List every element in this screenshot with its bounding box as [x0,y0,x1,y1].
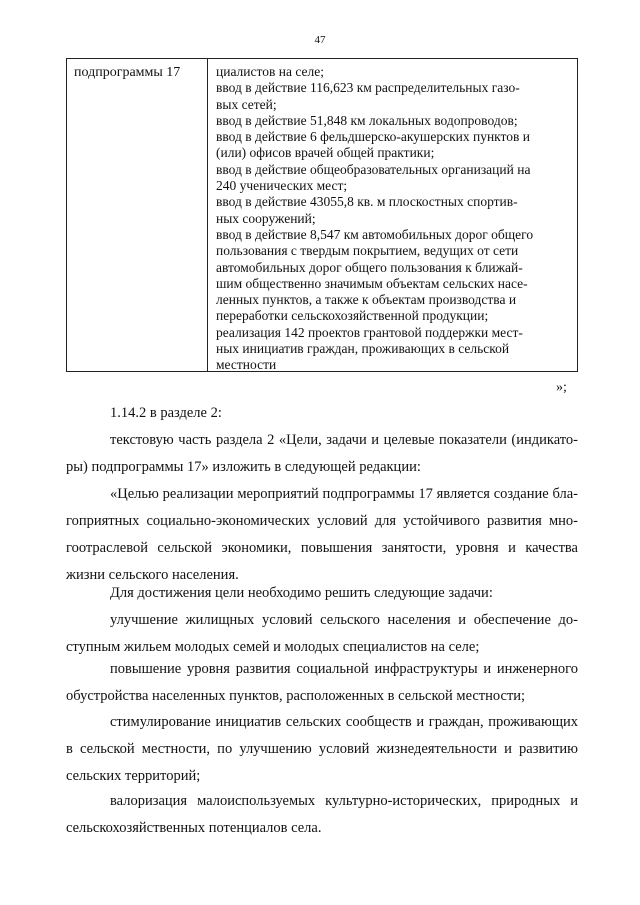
table-line: реализация 142 проектов грантовой поддержки мест- [216,324,523,340]
paragraph-line: гоприятных социально-экономических условий для устойчивого развития мно- [66,513,578,529]
paragraph-task-initiatives [66,709,578,790]
program-table [66,58,578,372]
paragraph-line: гоотраслевой сельской экономики, повышения занятости, уровня и качества [66,540,578,556]
table-line: (или) офисов врачей общей практики; [216,145,435,161]
paragraph-line: ры) подпрограммы 17» изложить в следующей редакции: [66,459,421,475]
table-line: вых сетей; [216,96,277,112]
paragraph-line: 1.14.2 в разделе 2: [110,405,222,421]
table-column-divider [207,59,208,371]
table-line: пользования с твердым покрытием, ведущих от сети [216,243,519,259]
table-line: местности [216,357,277,373]
paragraph-line: в сельской местности, по улучшению условий жизнедеятельности и развитию [66,741,578,757]
paragraph-task-valorization [66,788,578,842]
table-line: автомобильных дорог общего пользования к ближай- [216,259,523,275]
paragraph-line: текстовую часть раздела 2 «Цели, задачи и целевые показатели (индикато- [110,432,578,448]
paragraph-task-housing [66,607,578,661]
paragraph-goal [66,481,578,589]
paragraph-instruction [66,427,578,481]
paragraph-line: улучшение жилищных условий сельского населения и обеспечение до- [110,612,578,628]
paragraph-section-ref [66,400,578,427]
paragraph-line: сельскохозяйственных потенциалов села. [66,820,322,836]
table-line: 240 ученических мест; [216,178,348,194]
table-line: ных сооружений; [216,210,316,226]
table-line: ных инициатив граждан, проживающих в сельской [216,341,510,357]
closing-quote: »; [556,380,567,395]
table-line: ввод в действие 51,848 км локальных водопроводов; [216,112,518,128]
paragraph-line: ступным жильем молодых семей и молодых специалистов на селе; [66,639,480,655]
table-line: ленных пунктов, а также к объектам производства и [216,292,517,308]
table-line: циалистов на селе; [216,64,324,79]
table-line: ввод в действие 6 фельдшерско-акушерских пунктов и [216,129,531,145]
table-line: переработки сельскохозяйственной продукции; [216,308,489,324]
table-line: ввод в действие 116,623 км распределительных газо- [216,80,520,96]
paragraph-tasks-intro [66,580,578,607]
table-line: шим общественно значимым объектам сельских насе- [216,275,528,291]
paragraph-line: валоризация малоиспользуемых культурно-исторических, природных и [110,793,578,809]
paragraph-line: обустройства населенных пунктов, расположенных в сельской местности; [66,688,526,704]
paragraph-line: Для достижения цели необходимо решить следующие задачи: [110,585,493,601]
paragraph-line: жизни сельского населения. [66,567,239,583]
paragraph-task-infrastructure [66,656,578,710]
table-line: ввод в действие 8,547 км автомобильных дорог общего [216,226,534,242]
table-left-cell: подпрограммы 17 [74,65,181,80]
paragraph-line: повышение уровня развития социальной инфраструктуры и инженерного [110,661,578,677]
paragraph-line: «Целью реализации мероприятий подпрограммы 17 является создание бла- [110,486,578,502]
paragraph-line: сельских территорий; [66,768,201,784]
paragraph-line: стимулирование инициатив сельских сообществ и граждан, проживающих [110,714,578,730]
table-line: ввод в действие общеобразовательных организаций на [216,161,531,177]
table-right-cell [216,64,568,374]
table-line: ввод в действие 43055,8 кв. м плоскостных спортив- [216,194,518,210]
page-number: 47 [314,34,326,46]
